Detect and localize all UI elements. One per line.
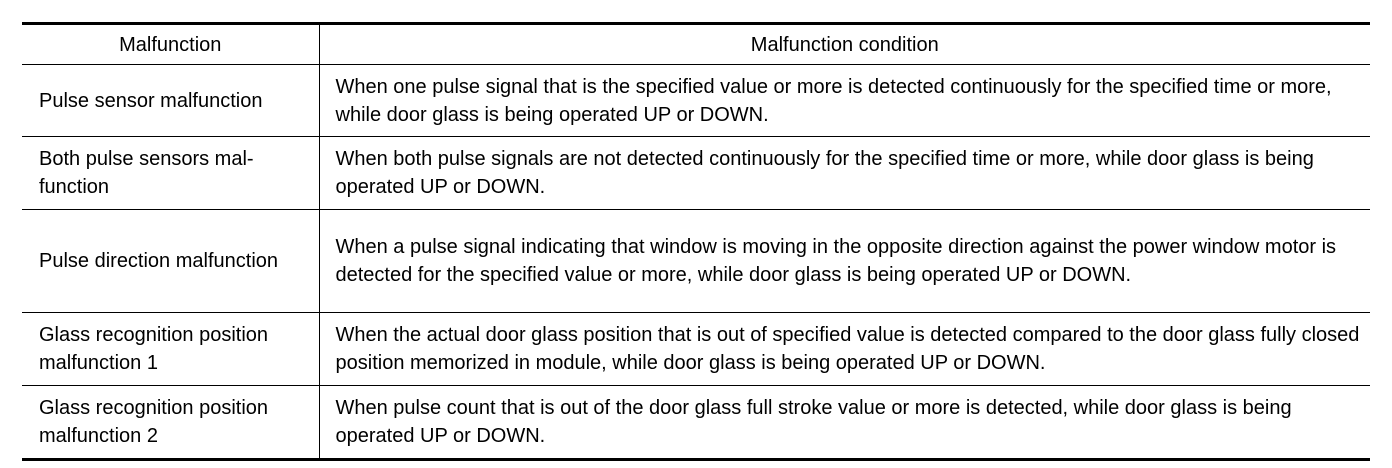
malfunction-table — [22, 22, 1370, 461]
table-row — [22, 386, 1370, 460]
header-malfunction: Malfunction — [22, 24, 319, 65]
malfunction-condition-cell: When the actual door glass position that is out of specified value is detected compared to the door glass fully closed position memorized in module, while door glass is being operated UP or DOWN. — [319, 313, 1370, 386]
malfunction-condition-cell: When a pulse signal indicating that window is moving in the opposite direction against the power window motor is detected for the specified value or more, while door glass is being operated UP or DOWN. — [319, 210, 1370, 313]
malfunction-table-container — [22, 22, 1370, 461]
malfunction-name-cell: Pulse sensor malfunction — [22, 65, 319, 137]
table-row — [22, 313, 1370, 386]
table-row — [22, 137, 1370, 210]
malfunction-name-cell: Glass recognition position malfunction 2 — [22, 386, 319, 460]
malfunction-name-cell: Both pulse sensors malfunction — [22, 137, 319, 210]
malfunction-name-cell: Pulse direction malfunction — [22, 210, 319, 313]
table-header-row — [22, 24, 1370, 65]
table-row — [22, 210, 1370, 313]
header-malfunction-condition: Malfunction condition — [319, 24, 1370, 65]
malfunction-name-cell: Glass recognition position malfunction 1 — [22, 313, 319, 386]
malfunction-condition-cell: When pulse count that is out of the door glass full stroke value or more is detected, while door glass is being operated UP or DOWN. — [319, 386, 1370, 460]
malfunction-condition-cell: When both pulse signals are not detected continuously for the specified time or more, while door glass is being operated UP or DOWN. — [319, 137, 1370, 210]
malfunction-condition-cell: When one pulse signal that is the specified value or more is detected continuously for the specified time or more, while door glass is being operated UP or DOWN. — [319, 65, 1370, 137]
table-row — [22, 65, 1370, 137]
